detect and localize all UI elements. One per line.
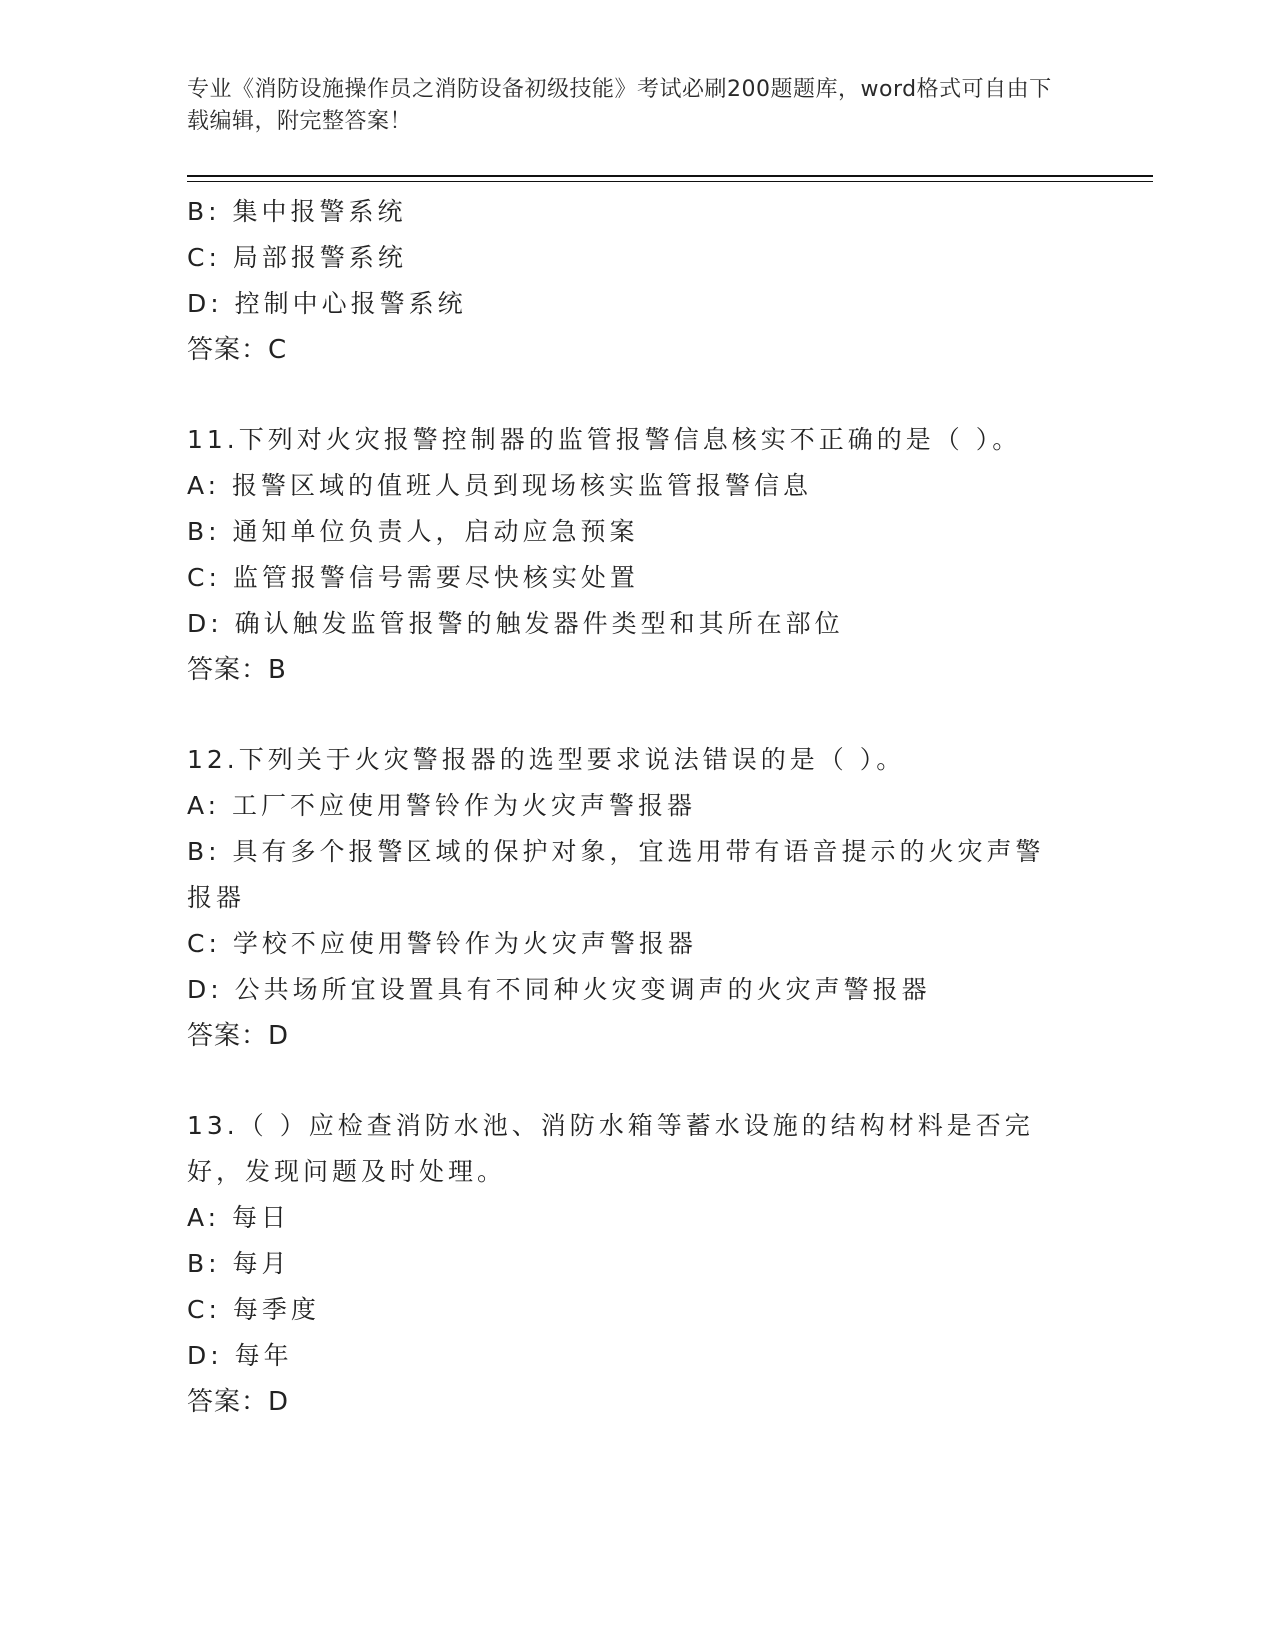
option-d: D: 控制中心报警系统 [187,289,467,318]
option-d: D: 每年 [187,1341,293,1370]
answer-line: 答案：B [187,655,287,685]
question-list [187,189,1067,1425]
option-a: A: 报警区域的值班人员到现场核实监管报警信息 [187,471,813,500]
question-block [187,1103,1067,1425]
option-b: B: 集中报警系统 [187,197,407,226]
question-block [187,189,1067,373]
question-stem: 11.下列对火灾报警控制器的监管报警信息核实不正确的是（ ）。 [187,425,1022,454]
header-rule-thin [187,181,1153,182]
document-header: 专业《消防设施操作员之消防设备初级技能》考试必刷200题题库，word格式可自由下载编辑，附完整答案！ [187,77,1052,134]
option-d: D: 确认触发监管报警的触发器件类型和其所在部位 [187,609,844,638]
option-a: A: 工厂不应使用警铃作为火灾声警报器 [187,791,697,820]
answer-line: 答案：D [187,1387,290,1417]
option-a: A: 每日 [187,1203,291,1232]
option-b: B: 通知单位负责人，启动应急预案 [187,517,639,546]
question-block [187,417,1067,693]
header-rule-thick [187,175,1153,177]
option-c: C: 学校不应使用警铃作为火灾声警报器 [187,929,697,958]
answer-line: 答案：C [187,335,288,365]
option-c: C: 局部报警系统 [187,243,407,272]
question-block [187,737,1067,1059]
option-b: B: 每月 [187,1249,291,1278]
option-c: C: 监管报警信号需要尽快核实处置 [187,563,639,592]
question-stem: 12.下列关于火灾警报器的选型要求说法错误的是（ ）。 [187,745,906,774]
option-b: B: 具有多个报警区域的保护对象，宜选用带有语音提示的火灾声警报器 [187,837,1045,912]
option-d: D: 公共场所宜设置具有不同种火灾变调声的火灾声警报器 [187,975,931,1004]
option-c: C: 每季度 [187,1295,320,1324]
answer-line: 答案：D [187,1021,290,1051]
question-stem: 13.（ ）应检查消防水池、消防水箱等蓄水设施的结构材料是否完好，发现问题及时处理。 [187,1111,1034,1186]
